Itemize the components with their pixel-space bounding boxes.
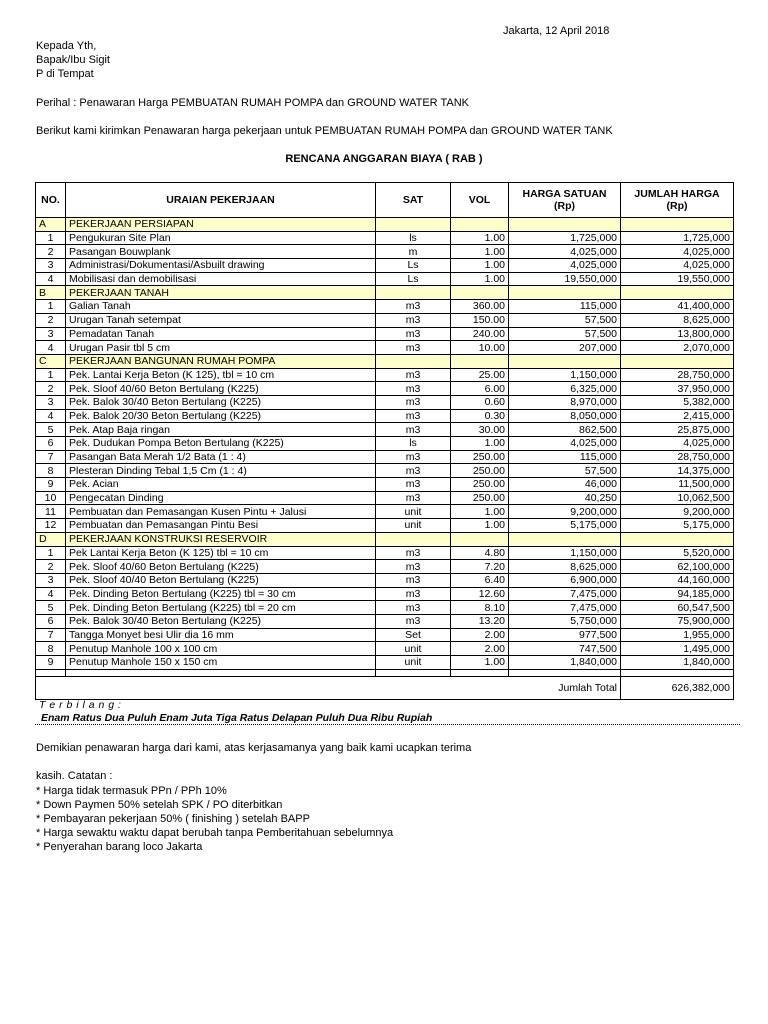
table-row	[36, 656, 734, 670]
row-unit: m3	[376, 601, 451, 615]
row-unit: unit	[376, 656, 451, 670]
row-total-price: 2,070,000	[621, 341, 734, 355]
row-no: 1	[36, 368, 66, 382]
row-total-price: 28,750,000	[621, 368, 734, 382]
table-row	[36, 560, 734, 574]
table-row	[36, 300, 734, 314]
row-unit: m3	[376, 313, 451, 327]
blank-cell	[66, 669, 376, 676]
section-empty-cell	[621, 286, 734, 300]
intro-line: Berikut kami kirimkan Penawaran harga pekerjaan untuk PEMBUATAN RUMAH POMPA dan GROUND WATER TANK	[36, 125, 613, 137]
row-unit: m3	[376, 478, 451, 492]
section-empty-cell	[621, 354, 734, 368]
section-code: D	[36, 532, 66, 546]
row-no: 9	[36, 656, 66, 670]
total-row	[36, 676, 734, 699]
row-volume: 30.00	[451, 423, 509, 437]
table-row	[36, 601, 734, 615]
table-row	[36, 409, 734, 423]
row-description: Pembuatan dan Pemasangan Kusen Pintu + Jalusi	[66, 505, 376, 519]
row-total-price: 44,160,000	[621, 573, 734, 587]
section-empty-cell	[451, 218, 509, 232]
row-unit: m3	[376, 382, 451, 396]
row-volume: 1.00	[451, 245, 509, 259]
header-jumlah	[621, 183, 734, 218]
row-no: 2	[36, 245, 66, 259]
row-unit-price: 1,150,000	[509, 368, 621, 382]
row-unit: Ls	[376, 272, 451, 286]
row-no: 3	[36, 395, 66, 409]
table-row	[36, 546, 734, 560]
row-total-price: 8,625,000	[621, 313, 734, 327]
row-unit: ls	[376, 231, 451, 245]
section-empty-cell	[509, 218, 621, 232]
row-description: Pek. Dinding Beton Bertulang (K225) tbl = 20 cm	[66, 601, 376, 615]
row-total-price: 4,025,000	[621, 259, 734, 273]
row-unit: ls	[376, 437, 451, 451]
row-unit-price: 115,000	[509, 450, 621, 464]
row-total-price: 5,382,000	[621, 395, 734, 409]
row-description: Galian Tanah	[66, 300, 376, 314]
row-no: 4	[36, 272, 66, 286]
header-uraian: URAIAN PEKERJAAN	[66, 183, 376, 218]
row-unit-price: 4,025,000	[509, 259, 621, 273]
row-unit-price: 977,500	[509, 628, 621, 642]
row-no: 2	[36, 560, 66, 574]
row-description: Penutup Manhole 150 x 150 cm	[66, 656, 376, 670]
note-item: * Harga sewaktu waktu dapat berubah tanpa Pemberitahuan sebelumnya	[36, 827, 394, 839]
table-row	[36, 478, 734, 492]
row-description: Pek. Balok 30/40 Beton Bertulang (K225)	[66, 395, 376, 409]
row-no: 5	[36, 601, 66, 615]
row-total-price: 4,025,000	[621, 245, 734, 259]
table-row	[36, 368, 734, 382]
row-unit-price: 1,725,000	[509, 231, 621, 245]
row-no: 7	[36, 628, 66, 642]
row-volume: 1.00	[451, 437, 509, 451]
table-row	[36, 313, 734, 327]
row-volume: 250.00	[451, 478, 509, 492]
row-volume: 1.00	[451, 272, 509, 286]
table-row	[36, 573, 734, 587]
row-volume: 6.40	[451, 573, 509, 587]
row-total-price: 75,900,000	[621, 614, 734, 628]
row-unit-price: 19,550,000	[509, 272, 621, 286]
section-empty-cell	[376, 532, 451, 546]
row-total-price: 25,875,000	[621, 423, 734, 437]
row-unit: m3	[376, 560, 451, 574]
row-description: Pemadatan Tanah	[66, 327, 376, 341]
row-volume: 10.00	[451, 341, 509, 355]
terbilang-divider	[35, 724, 740, 725]
row-unit-price: 40,250	[509, 491, 621, 505]
section-empty-cell	[376, 218, 451, 232]
row-no: 10	[36, 491, 66, 505]
row-unit-price: 57,500	[509, 327, 621, 341]
closing-line-2: kasih. Catatan :	[36, 770, 113, 782]
table-title: RENCANA ANGGARAN BIAYA ( RAB )	[285, 153, 483, 165]
row-volume: 250.00	[451, 491, 509, 505]
row-no: 11	[36, 505, 66, 519]
row-unit: m3	[376, 464, 451, 478]
row-volume: 1.00	[451, 259, 509, 273]
subject-line: Perihal : Penawaran Harga PEMBUATAN RUMAH POMPA dan GROUND WATER TANK	[36, 97, 469, 109]
blank-row	[36, 669, 734, 676]
row-unit: m3	[376, 573, 451, 587]
row-description: Pek. Dinding Beton Bertulang (K225) tbl = 30 cm	[66, 587, 376, 601]
section-empty-cell	[509, 286, 621, 300]
row-no: 6	[36, 614, 66, 628]
table-row	[36, 519, 734, 533]
row-volume: 250.00	[451, 464, 509, 478]
row-unit-price: 57,500	[509, 464, 621, 478]
row-volume: 1.00	[451, 656, 509, 670]
row-volume: 240.00	[451, 327, 509, 341]
row-volume: 12.60	[451, 587, 509, 601]
row-unit: m3	[376, 423, 451, 437]
section-empty-cell	[451, 286, 509, 300]
row-unit-price: 115,000	[509, 300, 621, 314]
row-no: 9	[36, 478, 66, 492]
row-no: 5	[36, 423, 66, 437]
row-no: 7	[36, 450, 66, 464]
recipient-line-2: Bapak/Ibu Sigit	[36, 54, 110, 66]
section-row	[36, 286, 734, 300]
table-row	[36, 491, 734, 505]
table-header-row	[36, 183, 734, 218]
notes-list	[36, 784, 393, 854]
row-no: 4	[36, 341, 66, 355]
row-no: 3	[36, 259, 66, 273]
table-row	[36, 231, 734, 245]
row-description: Pek. Dudukan Pompa Beton Bertulang (K225)	[66, 437, 376, 451]
row-total-price: 1,495,000	[621, 642, 734, 656]
section-empty-cell	[451, 532, 509, 546]
table-row	[36, 505, 734, 519]
row-volume: 4.80	[451, 546, 509, 560]
header-vol: VOL	[451, 183, 509, 218]
row-volume: 7.20	[451, 560, 509, 574]
row-unit-price: 8,970,000	[509, 395, 621, 409]
section-empty-cell	[621, 532, 734, 546]
total-label: Jumlah Total	[36, 676, 621, 699]
row-volume: 8.10	[451, 601, 509, 615]
row-description: Plesteran Dinding Tebal 1,5 Cm (1 : 4)	[66, 464, 376, 478]
row-no: 2	[36, 313, 66, 327]
recipient-line-1: Kepada Yth,	[36, 40, 97, 52]
row-no: 3	[36, 327, 66, 341]
table-row	[36, 614, 734, 628]
row-no: 1	[36, 546, 66, 560]
terbilang-label: T e r b i l a n g :	[39, 699, 122, 711]
row-total-price: 5,175,000	[621, 519, 734, 533]
blank-cell	[451, 669, 509, 676]
row-unit: m3	[376, 341, 451, 355]
blank-cell	[36, 669, 66, 676]
row-description: Pasangan Bata Merah 1/2 Bata (1 : 4)	[66, 450, 376, 464]
row-volume: 0.60	[451, 395, 509, 409]
row-volume: 2.00	[451, 642, 509, 656]
section-row	[36, 532, 734, 546]
row-unit-price: 5,750,000	[509, 614, 621, 628]
row-unit: m3	[376, 327, 451, 341]
row-total-price: 62,100,000	[621, 560, 734, 574]
row-unit-price: 7,475,000	[509, 601, 621, 615]
row-description: Pembuatan dan Pemasangan Pintu Besi	[66, 519, 376, 533]
section-code: A	[36, 218, 66, 232]
row-volume: 0.30	[451, 409, 509, 423]
table-row	[36, 628, 734, 642]
section-title: PEKERJAAN KONSTRUKSI RESERVOIR	[66, 532, 376, 546]
row-no: 1	[36, 300, 66, 314]
row-no: 8	[36, 464, 66, 478]
blank-cell	[621, 669, 734, 676]
row-total-price: 1,955,000	[621, 628, 734, 642]
section-row	[36, 218, 734, 232]
row-volume: 1.00	[451, 231, 509, 245]
row-total-price: 37,950,000	[621, 382, 734, 396]
row-no: 1	[36, 231, 66, 245]
row-total-price: 94,185,000	[621, 587, 734, 601]
section-empty-cell	[376, 354, 451, 368]
row-total-price: 60,547,500	[621, 601, 734, 615]
table-row	[36, 587, 734, 601]
header-jumlah-line2: (Rp)	[666, 200, 688, 212]
recipient-line-3: P di Tempat	[36, 68, 94, 80]
row-no: 8	[36, 642, 66, 656]
row-total-price: 2,415,000	[621, 409, 734, 423]
row-volume: 25.00	[451, 368, 509, 382]
row-unit-price: 9,200,000	[509, 505, 621, 519]
row-unit: m3	[376, 614, 451, 628]
row-description: Pengukuran Site Plan	[66, 231, 376, 245]
section-row	[36, 354, 734, 368]
header-sat: SAT	[376, 183, 451, 218]
row-volume: 1.00	[451, 519, 509, 533]
row-unit-price: 7,475,000	[509, 587, 621, 601]
row-total-price: 9,200,000	[621, 505, 734, 519]
header-harga	[509, 183, 621, 218]
row-volume: 13.20	[451, 614, 509, 628]
total-value: 626,382,000	[621, 676, 734, 699]
table-row	[36, 272, 734, 286]
table-row	[36, 464, 734, 478]
row-total-price: 5,520,000	[621, 546, 734, 560]
row-unit-price: 8,625,000	[509, 560, 621, 574]
row-unit: m3	[376, 546, 451, 560]
row-unit: m3	[376, 587, 451, 601]
rab-table	[35, 182, 734, 700]
row-unit-price: 1,840,000	[509, 656, 621, 670]
note-item: * Harga tidak termasuk PPn / PPh 10%	[36, 785, 227, 797]
row-description: Pasangan Bouwplank	[66, 245, 376, 259]
note-item: * Pembayaran pekerjaan 50% ( finishing ) setelah BAPP	[36, 813, 310, 825]
row-unit: m3	[376, 491, 451, 505]
row-total-price: 4,025,000	[621, 437, 734, 451]
row-unit-price: 4,025,000	[509, 437, 621, 451]
section-title: PEKERJAAN TANAH	[66, 286, 376, 300]
table-row	[36, 423, 734, 437]
row-description: Urugan Pasir tbl 5 cm	[66, 341, 376, 355]
section-title: PEKERJAAN PERSIAPAN	[66, 218, 376, 232]
row-no: 4	[36, 587, 66, 601]
row-volume: 360.00	[451, 300, 509, 314]
letter-date: Jakarta, 12 April 2018	[503, 25, 610, 37]
section-empty-cell	[509, 354, 621, 368]
row-unit: m3	[376, 300, 451, 314]
row-unit: m	[376, 245, 451, 259]
row-unit: m3	[376, 395, 451, 409]
table-row	[36, 642, 734, 656]
row-volume: 2.00	[451, 628, 509, 642]
row-unit: m3	[376, 409, 451, 423]
rab-body	[36, 218, 734, 700]
row-volume: 150.00	[451, 313, 509, 327]
row-description: Administrasi/Dokumentasi/Asbuilt drawing	[66, 259, 376, 273]
row-total-price: 10,062,500	[621, 491, 734, 505]
note-item: * Down Paymen 50% setelah SPK / PO diterbitkan	[36, 799, 283, 811]
row-unit-price: 6,900,000	[509, 573, 621, 587]
row-volume: 1.00	[451, 505, 509, 519]
blank-cell	[509, 669, 621, 676]
header-jumlah-line1: JUMLAH HARGA	[634, 188, 720, 200]
table-row	[36, 450, 734, 464]
row-volume: 250.00	[451, 450, 509, 464]
row-description: Pek. Sloof 40/60 Beton Bertulang (K225)	[66, 382, 376, 396]
row-unit: Set	[376, 628, 451, 642]
row-total-price: 1,840,000	[621, 656, 734, 670]
table-row	[36, 437, 734, 451]
terbilang-text: Enam Ratus Dua Puluh Enam Juta Tiga Ratus Delapan Puluh Dua Ribu Rupiah	[41, 712, 433, 724]
row-description: Tangga Monyet besi Ulir dia 16 mm	[66, 628, 376, 642]
row-total-price: 14,375,000	[621, 464, 734, 478]
table-row	[36, 382, 734, 396]
header-no: NO.	[36, 183, 66, 218]
row-unit: unit	[376, 505, 451, 519]
row-unit-price: 207,000	[509, 341, 621, 355]
row-description: Pengecatan Dinding	[66, 491, 376, 505]
row-unit-price: 6,325,000	[509, 382, 621, 396]
row-description: Pek. Balok 20/30 Beton Bertulang (K225)	[66, 409, 376, 423]
section-code: B	[36, 286, 66, 300]
row-unit-price: 46,000	[509, 478, 621, 492]
row-total-price: 1,725,000	[621, 231, 734, 245]
row-unit: Ls	[376, 259, 451, 273]
row-description: Penutup Manhole 100 x 100 cm	[66, 642, 376, 656]
row-unit-price: 57,500	[509, 313, 621, 327]
row-description: Pek. Sloof 40/60 Beton Bertulang (K225)	[66, 560, 376, 574]
row-description: Pek. Sloof 40/40 Beton Bertulang (K225)	[66, 573, 376, 587]
table-row	[36, 259, 734, 273]
row-description: Pek Lantai Kerja Beton (K 125) tbl = 10 cm	[66, 546, 376, 560]
blank-cell	[376, 669, 451, 676]
section-empty-cell	[451, 354, 509, 368]
row-description: Pek. Atap Baja ringan	[66, 423, 376, 437]
row-total-price: 13,800,000	[621, 327, 734, 341]
row-description: Urugan Tanah setempat	[66, 313, 376, 327]
row-total-price: 19,550,000	[621, 272, 734, 286]
row-description: Pek. Lantai Kerja Beton (K 125), tbl = 10 cm	[66, 368, 376, 382]
row-total-price: 41,400,000	[621, 300, 734, 314]
section-code: C	[36, 354, 66, 368]
row-volume: 6.00	[451, 382, 509, 396]
row-no: 2	[36, 382, 66, 396]
row-unit: m3	[376, 450, 451, 464]
row-description: Mobilisasi dan demobilisasi	[66, 272, 376, 286]
header-harga-line2: (Rp)	[554, 200, 575, 212]
section-empty-cell	[509, 532, 621, 546]
note-item: * Penyerahan barang loco Jakarta	[36, 841, 203, 853]
section-title: PEKERJAAN BANGUNAN RUMAH POMPA	[66, 354, 376, 368]
row-total-price: 11,500,000	[621, 478, 734, 492]
row-unit-price: 862,500	[509, 423, 621, 437]
row-total-price: 28,750,000	[621, 450, 734, 464]
row-description: Pek. Balok 30/40 Beton Bertulang (K225)	[66, 614, 376, 628]
row-no: 6	[36, 437, 66, 451]
row-unit: unit	[376, 519, 451, 533]
table-row	[36, 341, 734, 355]
row-unit-price: 4,025,000	[509, 245, 621, 259]
table-row	[36, 245, 734, 259]
table-row	[36, 395, 734, 409]
row-unit-price: 5,175,000	[509, 519, 621, 533]
row-description: Pek. Acian	[66, 478, 376, 492]
row-unit-price: 1,150,000	[509, 546, 621, 560]
row-no: 3	[36, 573, 66, 587]
row-unit-price: 747,500	[509, 642, 621, 656]
header-harga-line1: HARGA SATUAN	[522, 188, 607, 200]
row-unit: m3	[376, 368, 451, 382]
row-unit-price: 8,050,000	[509, 409, 621, 423]
section-empty-cell	[621, 218, 734, 232]
row-unit: unit	[376, 642, 451, 656]
closing-line-1: Demikian penawaran harga dari kami, atas kerjasamanya yang baik kami ucapkan terima	[36, 742, 472, 754]
row-no: 12	[36, 519, 66, 533]
section-empty-cell	[376, 286, 451, 300]
row-no: 4	[36, 409, 66, 423]
table-row	[36, 327, 734, 341]
